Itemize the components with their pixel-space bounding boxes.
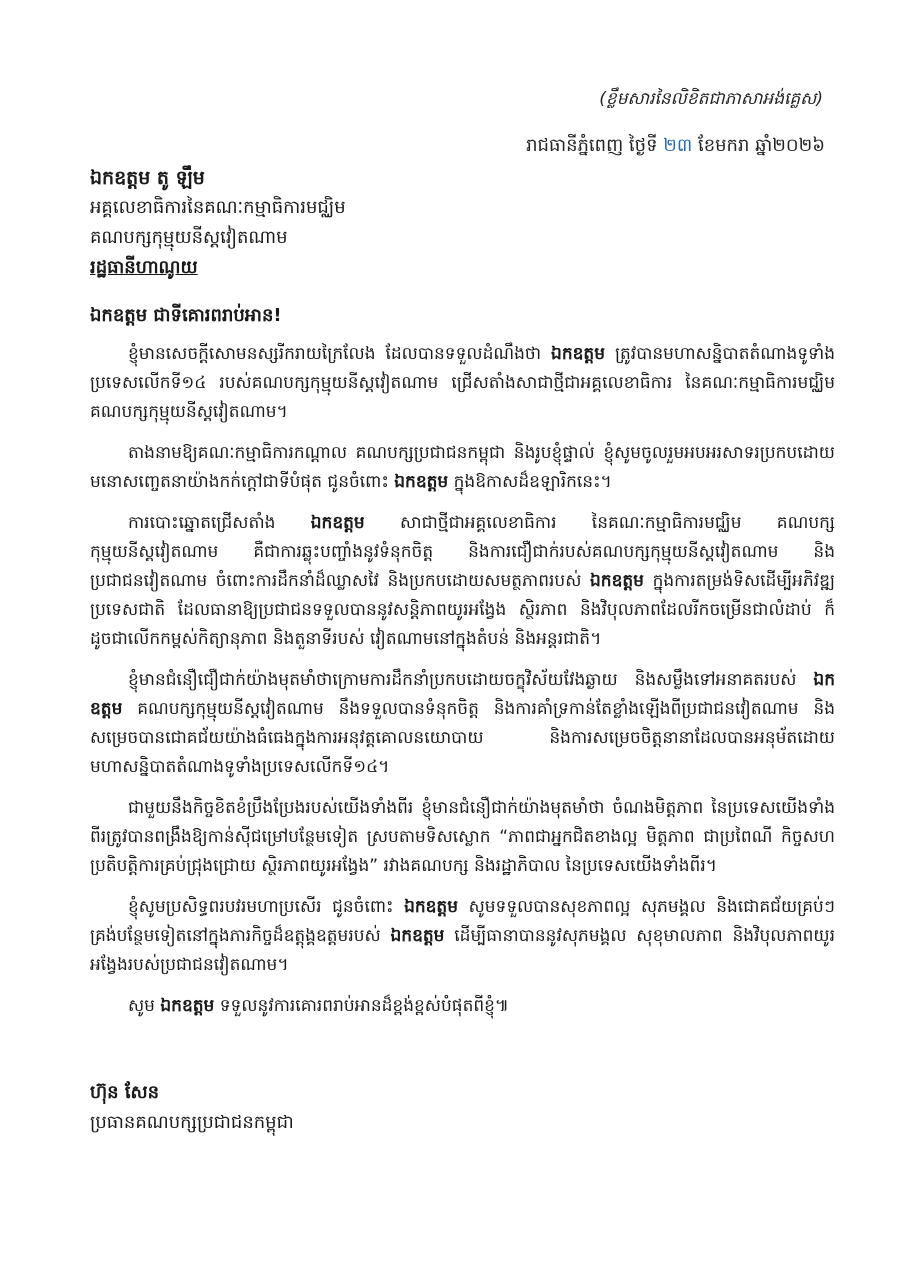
paragraph-text: ក្នុងឱកាសដ៏ឧឡារិកនេះ។ bbox=[453, 472, 612, 492]
paragraph-text: ជាមួយនឹងកិច្ចខិតខំប្រឹងប្រែងរបស់យើងទាំងពីរ ខ្ញុំមានជំនឿជាក់យ៉ាងមុតមាំថា ចំណងមិត្តភាព នៃប្រទេសយើងទាំងពីរត្រូវបានពង្រឹងឱ្យកាន់ស៊ីជម្រៅបន្ថែមទៀត ស្របតាមទិសស្លោក “ភាពជាអ្នកជិតខាងល្អ មិត្តភាព ជាប្រពៃណី កិច្ចសហប្រតិបត្តិការគ្រប់ជ្រុងជ្រោយ ស្ថិរភាពយូរអង្វែង” រវាងគណបក្ស និងរដ្ឋាភិបាល នៃប្រទេសយើងទាំងពីរ។ bbox=[90, 798, 835, 876]
closing-line bbox=[90, 992, 835, 1021]
recipient-name: ឯកឧត្តម តូ ឡឹម bbox=[90, 167, 205, 189]
recipient-title: អគ្គលេខាធិការនៃគណៈកម្មាធិការមជ្ឈិម bbox=[90, 197, 346, 218]
honorific: ឯកឧត្តម bbox=[160, 996, 215, 1016]
paragraph-text: ក្នុងការតម្រង់ទិសដើម្បីអភិវឌ្ឍប្រទេសជាតិ ដែលធានាឱ្យប្រជាជនទទួលបាននូវសន្តិភាពយូរអង្វែង ស្ថិរភាព និងវិបុលភាពដែលរីកចម្រើនជាលំដាប់ ក៏ដូចជាលើកកម្ពស់កិត្យានុភាព និងតួនាទីរបស់ វៀតណាមនៅក្នុងតំបន់ និងអន្តរជាតិ។ bbox=[90, 571, 836, 649]
translation-note: (ខ្លឹមសារនៃលិខិតជាភាសាអង់គ្លេស) bbox=[599, 89, 823, 109]
recipient-city: រដ្ឋធានីហាណូយ bbox=[90, 257, 198, 278]
paragraph-text: សាជាថ្មីជាអគ្គលេខាធិការ នៃគណៈកម្មាធិការមជ្ឈិម គណបក្សកុម្មុយនីស្តវៀតណាម គឺជាការឆ្លុះបញ្ចាំងនូវទំនុកចិត្ត និងការជឿជាក់របស់គណបក្សកុម្មុយនីស្តវៀតណាម និងប្រជាជនវៀតណាម ចំពោះការដឹកនាំដ៏ឈ្លាសវៃ និងប្រកបដោយសមត្ថភាពរបស់ bbox=[90, 513, 835, 591]
honorific: ឯកឧត្តម bbox=[404, 897, 459, 917]
honorific: ឯកឧត្តម bbox=[90, 670, 835, 719]
paragraph-text: ការបោះឆ្នោតជ្រើសតាំង bbox=[128, 513, 276, 533]
paragraph-6 bbox=[90, 893, 835, 980]
honorific: ឯកឧត្តម bbox=[590, 571, 644, 591]
paragraph-text: ទទួលនូវការគោរពរាប់អានដ៏ខ្ពង់ខ្ពស់បំផុតពីខ្ញុំ៕ bbox=[219, 996, 510, 1016]
paragraph-text: ខ្ញុំសូមប្រសិទ្ធពរបវរមហាប្រសើរ ជូនចំពោះ bbox=[128, 897, 394, 917]
dateline-day: ២៣ bbox=[663, 135, 693, 156]
dateline-prefix: រាជធានីភ្នំពេញ ថ្ងៃទី bbox=[526, 135, 658, 156]
paragraph-text: ខ្ញុំមានសេចក្តីសោមនស្សរីករាយក្រៃលែង ដែលបានទទួលដំណឹងថា bbox=[128, 344, 542, 364]
paragraph-1 bbox=[90, 340, 835, 427]
dateline-suffix: ខែមករា ឆ្នាំ២០២៦ bbox=[697, 135, 825, 156]
recipient-party: គណបក្សកុម្មុយនីស្តវៀតណាម bbox=[90, 227, 288, 248]
letter-body bbox=[90, 340, 835, 1033]
paragraph-3 bbox=[90, 509, 835, 654]
paragraph-text: សូម bbox=[128, 996, 155, 1016]
paragraph-5 bbox=[90, 794, 835, 881]
paragraph-text: តាងនាមឱ្យគណៈកម្មាធិការកណ្តាល គណបក្សប្រជាជនកម្ពុជា និងរូបខ្ញុំផ្ទាល់ ខ្ញុំសូមចូលរួមអបអរសាទរប្រកបដោយមនោសញ្ចេតនាយ៉ាងកក់ក្តៅជាទីបំផុត ជូនចំពោះ bbox=[90, 443, 835, 492]
honorific: ឯកឧត្តម bbox=[310, 513, 365, 533]
salutation: ឯកឧត្តម ជាទីគោរពរាប់អាន! bbox=[90, 305, 282, 326]
honorific: ឯកឧត្តម bbox=[390, 926, 445, 946]
paragraph-text: ដើម្បីធានាបាននូវសុភមង្គល សុខុមាលភាព និងវិបុលភាពយូរអង្វែងរបស់ប្រជាជនវៀតណាម។ bbox=[90, 926, 836, 975]
recipient-block bbox=[90, 163, 346, 283]
paragraph-2 bbox=[90, 439, 835, 497]
signer-title: ប្រធានគណបក្សប្រជាជនកម្ពុជា bbox=[90, 1112, 294, 1133]
paragraph-text: គណបក្សកុម្មុយនីស្តវៀតណាម នឹងទទួលបានទំនុកចិត្ត និងការគាំទ្រកាន់តែខ្លាំងឡើងពីប្រជាជនវៀតណាម និងសម្រេចបានជោគជ័យយ៉ាងធំធេងក្នុងការអនុវត្តគោលនយោបាយ និងការសម្រេចចិត្តនានាដែលបានអនុម័តដោយមហាសន្និបាតតំណាងទូទាំងប្រទេសលើកទី១៤។ bbox=[90, 699, 836, 777]
honorific: ឯកឧត្តម bbox=[551, 344, 606, 364]
dateline bbox=[526, 133, 825, 160]
paragraph-text: សូមទទួលបានសុខភាពល្អ សុភមង្គល និងជោគជ័យគ្រប់ៗគ្រង់បន្ថែមទៀតនៅក្នុងភារកិច្ចដ៏ឧត្តុង្គឧត្តមរបស់ bbox=[90, 897, 836, 946]
paragraph-4 bbox=[90, 666, 835, 782]
signature-block bbox=[90, 1078, 294, 1138]
paragraph-text: ខ្ញុំមានជំនឿជឿជាក់យ៉ាងមុតមាំថាក្រោមការដឹកនាំប្រកបដោយចក្ខុវិស័យវែងឆ្ងាយ និងសម្លឹងទៅអនាគតរបស់ bbox=[128, 670, 797, 690]
honorific: ឯកឧត្តម bbox=[394, 472, 449, 492]
paragraph-text: ត្រូវបានមហាសន្និបាតតំណាងទូទាំងប្រទេសលើកទី១៤ របស់គណបក្សកុម្មុយនីស្តវៀតណាម ជ្រើសតាំងសាជាថ្មីជាអគ្គលេខាធិការ នៃគណៈកម្មាធិការមជ្ឈិម គណបក្សកុម្មុយនីស្តវៀតណាម។ bbox=[90, 344, 836, 422]
signer-name: ហ៊ុន សែន bbox=[90, 1082, 160, 1103]
